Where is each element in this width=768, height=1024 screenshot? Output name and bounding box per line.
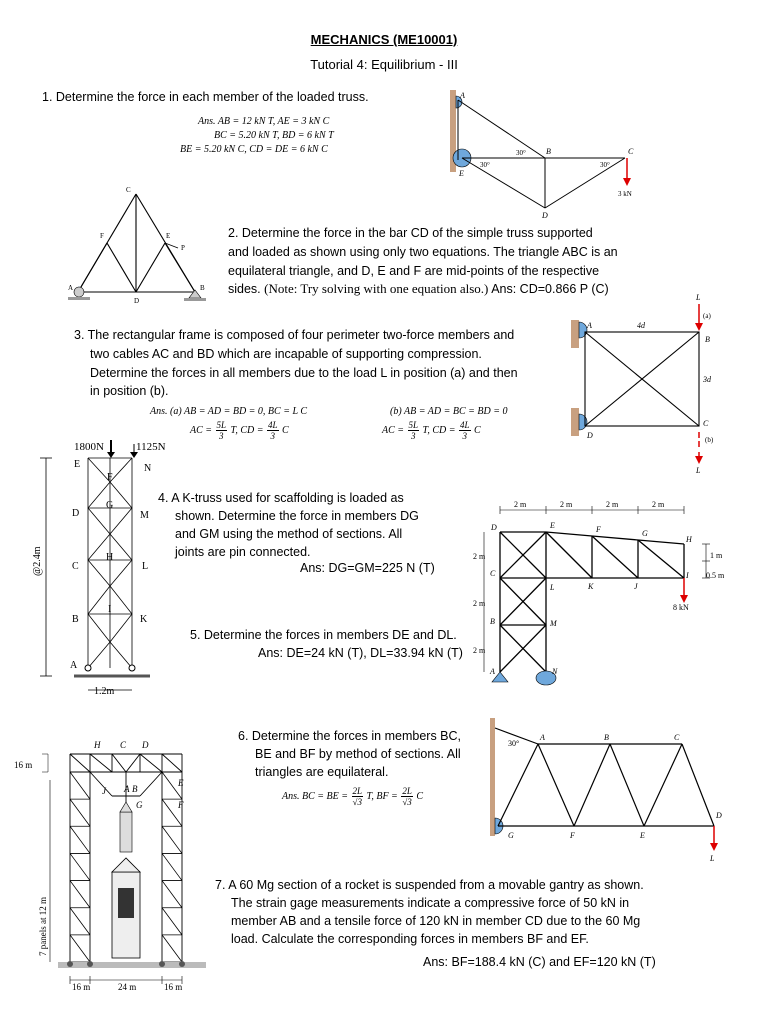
q4-label-f: F	[107, 472, 113, 483]
q2-text-2: and loaded as shown using only two equations. The triangle ABC is an	[228, 245, 618, 259]
q2-truss-diagram	[60, 182, 220, 307]
q1-answer-2: BC = 5.20 kN T, BD = 6 kN T	[214, 130, 334, 141]
q4-label-i: I	[108, 604, 112, 615]
q4-label-b: B	[72, 614, 79, 625]
q5-label-e: E	[550, 521, 555, 530]
q7-label-f: F	[178, 800, 184, 810]
q5-rise-1: 1 m	[710, 551, 723, 560]
q3-load-label-a: L	[696, 293, 701, 302]
q1-label-e: E	[459, 169, 464, 178]
q4-load-2: 1125N	[136, 441, 166, 453]
q1-label-c: C	[628, 147, 634, 156]
q1-label-d: D	[542, 211, 548, 220]
q6-label-d: D	[716, 811, 722, 820]
q7-width-1: 16 m	[72, 982, 91, 992]
q5-label-c: C	[490, 569, 496, 578]
q4-label-l: L	[142, 561, 149, 572]
q3-frame-diagram	[565, 290, 745, 480]
q5-label-k: K	[588, 582, 594, 591]
q7-label-a: A	[124, 784, 130, 794]
q4-label-g: G	[106, 500, 114, 511]
q4-label-n: N	[144, 463, 152, 474]
q7-gantry-diagram	[12, 732, 212, 1002]
q5-answer: Ans: DE=24 kN (T), DL=33.94 kN (T)	[258, 646, 463, 660]
q5-vert-3: 2 m	[473, 646, 486, 655]
q7-text-1: 7. A 60 Mg section of a rocket is suspended from a movable gantry as shown.	[215, 878, 644, 892]
q5-span-1: 2 m	[514, 500, 527, 509]
q2-answer: Ans: CD=0.866 P (C)	[491, 282, 609, 296]
q6-text-3: triangles are equilateral.	[255, 765, 389, 779]
q3-label-c: C	[703, 419, 709, 428]
q1-label-b: B	[546, 147, 551, 156]
q2-label-b: B	[200, 284, 205, 292]
q6-label-b: B	[604, 733, 609, 742]
q7-label-g: G	[136, 800, 143, 810]
q4-label-k: K	[140, 614, 148, 625]
q5-rise-2: 0.5 m	[706, 571, 725, 580]
q5-label-h: H	[686, 535, 692, 544]
q2-text-3: equilateral triangle, and D, E and F are mid-points of the respective	[228, 264, 600, 278]
q3-text-1: 3. The rectangular frame is composed of four perimeter two-force members and	[74, 328, 515, 342]
q3-text-4: in position (b).	[90, 384, 169, 398]
q7-text-2: The strain gage measurements indicate a compressive force of 50 kN in	[231, 896, 630, 910]
q7-label-b: B	[132, 784, 138, 794]
q1-answer-3: BE = 5.20 kN C, CD = DE = 6 kN C	[180, 144, 328, 155]
q5-load-label: 8 kN	[673, 603, 689, 612]
q1-answer-1: Ans. AB = 12 kN T, AE = 3 kN C	[198, 116, 330, 127]
q5-span-3: 2 m	[606, 500, 619, 509]
q5-span-2: 2 m	[560, 500, 573, 509]
q2-text-4: sides.	[228, 282, 261, 296]
q4-label-a: A	[70, 660, 78, 671]
q4-width-label: 1.2m	[94, 686, 115, 697]
q5-label-l: L	[550, 583, 555, 592]
q7-label-c: C	[120, 740, 127, 750]
q2-label-p: P	[181, 244, 185, 252]
q5-label-g: G	[642, 529, 648, 538]
q5-text: 5. Determine the forces in members DE and DL.	[190, 628, 457, 642]
q7-label-d: D	[142, 740, 149, 750]
q5-label-m: M	[550, 619, 557, 628]
q7-answer: Ans: BF=188.4 kN (C) and EF=120 kN (T)	[423, 955, 656, 969]
q2-label-a: A	[68, 284, 74, 292]
q3-label-d: D	[587, 431, 593, 440]
q4-text-2: shown. Determine the force in members DG	[175, 509, 419, 523]
q6-angle-label: 30°	[508, 739, 520, 748]
q3-label-a: A	[587, 321, 592, 330]
q3-text-3: Determine the forces in all members due to the load L in position (a) and then	[90, 366, 518, 380]
q3-height-label: 3d	[703, 375, 711, 384]
q6-label-c: C	[674, 733, 680, 742]
q6-answer-prefix: Ans. BC = BE =	[282, 790, 348, 802]
q5-truss-diagram	[470, 498, 740, 698]
q5-label-i: I	[686, 571, 689, 580]
q2-label-e: E	[166, 232, 171, 240]
q3-position-b: (b)	[705, 436, 714, 444]
q6-label-l: L	[710, 854, 715, 863]
q4-text-3: and GM using the method of sections. All	[175, 527, 403, 541]
q5-label-d: D	[491, 523, 497, 532]
q6-label-a: A	[540, 733, 545, 742]
q1-load-label: 3 kN	[618, 190, 632, 198]
q1-angle-2: 30°	[516, 149, 526, 157]
tutorial-title: Tutorial 4: Equilibrium - III	[310, 57, 458, 72]
q3-width-label: 4d	[637, 321, 645, 330]
q4-answer: Ans: DG=GM=225 N (T)	[300, 561, 435, 575]
q2-note: (Note: Try solving with one equation also.)	[264, 281, 489, 296]
q4-load-1: 1800N	[74, 441, 104, 453]
q6-label-g: G	[508, 831, 514, 840]
q4-ktruss-diagram	[30, 436, 180, 702]
q1-angle-3: 30°	[600, 161, 610, 169]
q6-text-1: 6. Determine the forces in members BC,	[238, 729, 461, 743]
q3-answer-b-1: (b) AB = AD = BC = BD = 0	[390, 406, 508, 417]
q5-label-j: J	[634, 582, 638, 591]
q6-text-2: BE and BF by method of sections. All	[255, 747, 461, 761]
q4-label-h: H	[106, 552, 114, 563]
q1-truss-diagram	[440, 88, 680, 223]
q7-text-4: load. Calculate the corresponding forces in members BF and EF.	[231, 932, 589, 946]
q2-label-d: D	[134, 297, 140, 305]
q2-label-c: C	[126, 186, 131, 194]
q6-label-e: E	[640, 831, 645, 840]
course-title: MECHANICS (ME10001)	[310, 32, 458, 47]
q5-vert-1: 2 m	[473, 552, 486, 561]
q7-text-3: member AB and a tensile force of 120 kN in member CD due to the 60 Mg	[231, 914, 641, 928]
q3-answer-a-1: Ans. (a) AB = AD = BD = 0, BC = L C	[150, 406, 307, 417]
q5-span-4: 2 m	[652, 500, 665, 509]
q1-angle-1: 30°	[480, 161, 490, 169]
q3-text-2: two cables AC and BD which are incapable of supporting compression.	[90, 347, 482, 361]
q6-label-f: F	[570, 831, 575, 840]
q1-label-a: A	[460, 91, 465, 100]
q7-label-j: J	[102, 786, 106, 796]
q6-truss-diagram	[484, 714, 724, 864]
q2-label-f: F	[100, 232, 104, 240]
q4-label-d: D	[72, 508, 80, 519]
q5-label-b: B	[490, 617, 495, 626]
q4-text-1: 4. A K-truss used for scaffolding is loaded as	[158, 491, 404, 505]
q5-vert-2: 2 m	[473, 599, 486, 608]
q5-label-f: F	[596, 525, 601, 534]
q7-top-height: 16 m	[14, 760, 33, 770]
q4-label-m: M	[140, 510, 149, 521]
q7-width-3: 16 m	[164, 982, 183, 992]
q3-load-label-b: L	[696, 466, 701, 475]
q4-label-c: C	[72, 561, 79, 572]
q7-panel-label: 7 panels at 12 m	[38, 897, 48, 956]
q7-label-e: E	[178, 778, 184, 788]
q7-width-2: 24 m	[118, 982, 137, 992]
q7-label-h: H	[94, 740, 101, 750]
q5-label-n: N	[552, 667, 558, 676]
q2-text-1: 2. Determine the force in the bar CD of the simple truss supported	[228, 226, 593, 240]
q3-label-b: B	[705, 335, 710, 344]
q5-label-a: A	[490, 667, 495, 676]
q1-text: 1. Determine the force in each member of the loaded truss.	[42, 90, 369, 104]
q3-position-a: (a)	[703, 312, 711, 320]
q4-label-e: E	[74, 459, 81, 470]
q4-text-4: joints are pin connected.	[175, 545, 311, 559]
q4-height-label: @2.4m	[32, 546, 43, 576]
